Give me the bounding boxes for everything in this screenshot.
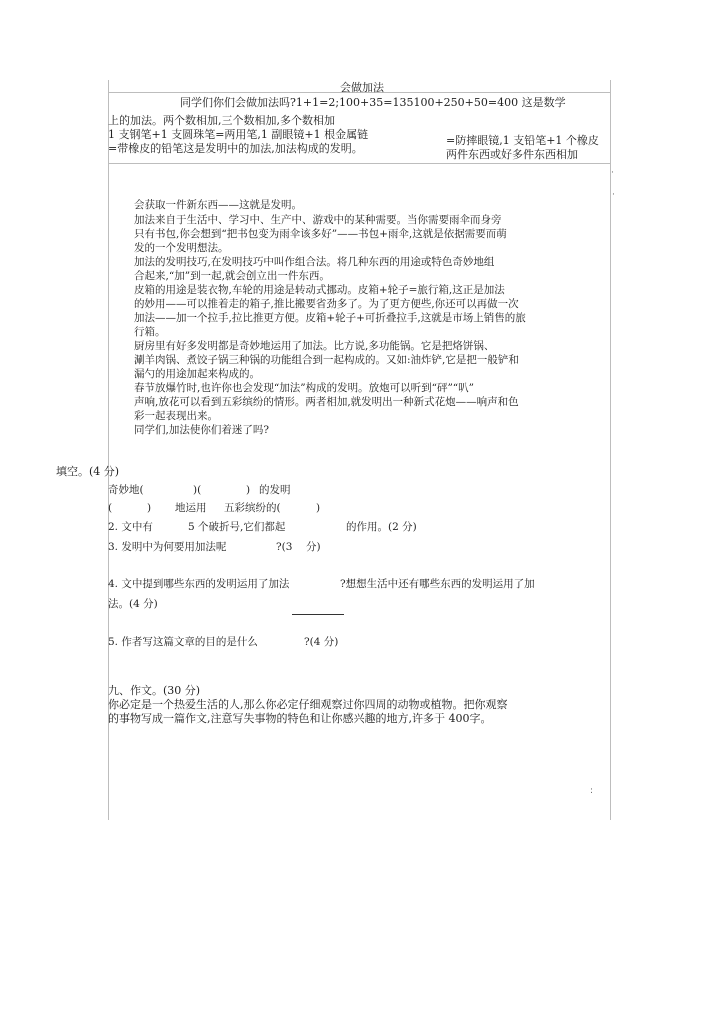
- right-border: [610, 80, 611, 820]
- passage-line: 春节放爆竹时,也许你也会发现“加法”构成的发明。放炮可以听到“砰”“叭”: [134, 382, 475, 394]
- intro-side-1: =防摔眼镜,1 支铅笔+1 个橡皮: [446, 134, 599, 147]
- q1-text: 的发明: [259, 484, 291, 496]
- passage-line: 涮羊肉锅、煮饺子锅三种锅的功能组合到一起构成的。又如:油炸铲,它是把一般铲和: [134, 354, 519, 366]
- intro-side-2: 两件东西或好多件东西相加: [446, 148, 578, 161]
- edge-mark: :: [590, 786, 594, 796]
- q1-text: ): [246, 484, 251, 496]
- q1-text: ): [316, 502, 321, 514]
- q3-text: 3. 发明中为何要用加法呢: [108, 541, 227, 553]
- passage-line: 的妙用——可以推着走的箱子,推比搬要省劲多了。为了更方便些,你还可以再做一次: [134, 298, 519, 310]
- intro-line-1: 同学们你们会做加法吗?1+1=2;100+35=135100+250+50=400 这是数学: [180, 96, 566, 109]
- section-divider: [108, 163, 610, 164]
- q2-text: 的作用。(2 分): [346, 521, 417, 533]
- q3-text: 分): [306, 541, 321, 553]
- passage-line: 声响,放花可以看到五彩缤纷的情形。两者相加,就发明出一种新式花炮——响声和色: [134, 396, 519, 408]
- passage-line: 厨房里有好多发明都是奇妙地运用了加法。比方说,多功能锅。它是把烙饼锅、: [134, 340, 495, 352]
- q1-text: 地运用: [175, 502, 207, 514]
- q4-text: 法。(4 分): [108, 598, 158, 610]
- q2-text: 2. 文中有: [108, 521, 153, 533]
- q1-text: 五彩缤纷的(: [224, 502, 281, 514]
- passage-line: 彩一起表现出来。: [134, 410, 218, 422]
- q1-text: (: [108, 502, 113, 514]
- composition-line: 的事物写成一篇作文,注意写失事物的特色和让你感兴趣的地方,许多于 400字。: [108, 712, 492, 725]
- q3-text: ?(3: [276, 541, 293, 553]
- q5-text: 5. 作者写这篇文章的目的是什么: [108, 636, 258, 648]
- passage-line: 行箱。: [134, 326, 166, 338]
- passage-line: 合起来,“加”到一起,就会创立出一件东西。: [134, 270, 330, 282]
- q1-text: )(: [193, 484, 202, 496]
- composition-heading: 九、作文。(30 分): [108, 684, 201, 697]
- composition-line: 你必定是一个热爱生活的人,那么你必定仔细观察过你四周的动物或植物。把你观察: [108, 698, 508, 711]
- passage-line: 加法来自于生活中、学习中、生产中、游戏中的某种需要。当你需要雨伞而身旁: [134, 214, 502, 226]
- answer-line[interactable]: [292, 614, 344, 615]
- intro-line-2: 上的加法。两个数相加,三个数相加,多个数相加: [108, 114, 335, 127]
- intro-line-4: =带橡皮的铅笔这是发明中的加法,加法构成的发明。: [108, 142, 363, 155]
- passage-line: 加法的发明技巧,在发明技巧中叫作组合法。将几种东西的用途或特色奇妙地组: [134, 256, 495, 268]
- passage-line: 会获取一件新东西——这就是发明。: [134, 199, 302, 211]
- passage-line: 同学们,加法使你们着迷了吗?: [134, 424, 269, 436]
- q1-text: 奇妙地(: [108, 484, 144, 496]
- intro-line-3: 1 支钢笔+1 支圆珠笔=两用笔,1 副眼镜+1 根金属链: [108, 128, 369, 141]
- passage-line: 皮箱的用途是装衣物,车轮的用途是转动式挪动。皮箱+轮子=旅行箱,这正是加法: [134, 284, 505, 296]
- passage-line: 只有书包,你会想到“把书包变为雨伞该多好”——书包+雨伞,这就是依据需要而萌: [134, 228, 507, 240]
- edge-mark: ·: [612, 190, 615, 200]
- q1-heading: 填空。(4 分): [56, 465, 120, 478]
- page-title: 会做加法: [340, 81, 384, 94]
- passage-line: 加法——加一个拉手,拉比推更方便。皮箱+轮子+可折叠拉手,这就是市场上销售的旅: [134, 312, 526, 324]
- passage-line: 漏勺的用途加起来构成的。: [134, 368, 260, 380]
- q1-text: ): [147, 502, 152, 514]
- q4-text: 4. 文中提到哪些东西的发明运用了加法: [108, 578, 290, 590]
- q2-text: 5 个破折号,它们都起: [188, 521, 286, 533]
- passage-line: 发的一个发明想法。: [134, 242, 229, 254]
- q5-text: ?(4 分): [304, 636, 339, 648]
- edge-mark: ·: [611, 168, 614, 178]
- q4-text: ?想想生活中还有哪些东西的发明运用了加: [340, 578, 535, 590]
